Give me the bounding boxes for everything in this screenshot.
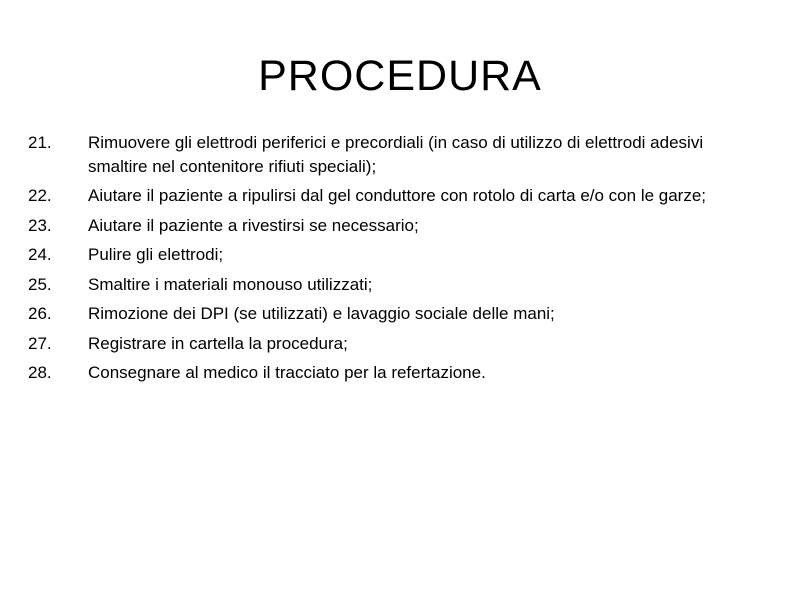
list-item — [28, 332, 728, 356]
step-number: 28. — [28, 363, 52, 382]
step-number: 24. — [28, 245, 52, 264]
step-text: Rimozione dei DPI (se utilizzati) e lavaggio sociale delle mani; — [88, 304, 555, 323]
step-text: Aiutare il paziente a ripulirsi dal gel conduttore con rotolo di carta e/o con le garze; — [88, 186, 707, 205]
list-item — [28, 184, 728, 208]
step-number: 23. — [28, 215, 52, 235]
procedure-steps-list — [28, 131, 728, 391]
step-text: Registrare in cartella la procedura; — [88, 333, 348, 353]
step-text: Rimuovere gli elettrodi periferici e precordiali (in caso di utilizzo di elettrodi adesivi smaltire nel contenitore rifiuti speciali); — [88, 133, 704, 176]
step-text: Consegnare al medico il tracciato per la refertazione. — [88, 363, 486, 382]
list-item — [28, 273, 728, 297]
list-item — [28, 243, 728, 267]
list-item — [28, 214, 728, 238]
step-text: Pulire gli elettrodi; — [88, 245, 224, 264]
list-item — [28, 302, 728, 326]
list-item — [28, 361, 728, 385]
step-text: Smaltire i materiali monouso utilizzati; — [88, 274, 373, 294]
step-number: 21. — [28, 133, 52, 152]
step-number: 25. — [28, 274, 52, 294]
slide-title: PROCEDURA — [258, 52, 542, 100]
step-number: 26. — [28, 304, 52, 323]
step-number: 27. — [28, 333, 52, 353]
list-item — [28, 131, 728, 178]
step-text: Aiutare il paziente a rivestirsi se necessario; — [88, 215, 419, 235]
step-number: 22. — [28, 186, 52, 205]
